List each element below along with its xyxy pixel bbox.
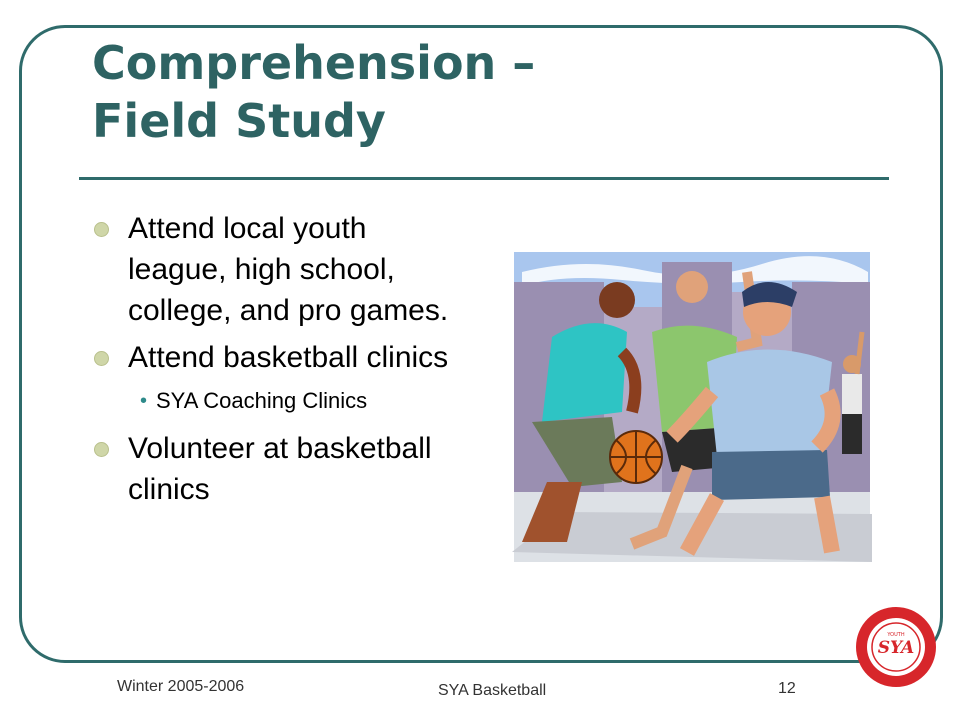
bullet-text: Attend basketball clinics xyxy=(128,341,449,374)
bullet-item xyxy=(90,428,470,510)
svg-text:SYA: SYA xyxy=(877,638,915,658)
bullet-dot-icon xyxy=(94,351,109,366)
sya-logo-seal xyxy=(855,606,937,688)
bullet-dot-icon xyxy=(94,442,109,457)
bullet-dot-icon xyxy=(94,222,109,237)
bullet-text: Volunteer at basketball clinics xyxy=(128,432,432,506)
sub-bullet-dot-icon: • xyxy=(140,390,148,412)
footer-title: SYA Basketball xyxy=(438,682,547,699)
svg-text:YOUTH: YOUTH xyxy=(887,632,905,638)
title-line-2: Field Study xyxy=(92,94,386,148)
footer-date: Winter 2005-2006 xyxy=(117,678,245,695)
bullet-item xyxy=(90,208,470,331)
title-line-1: Comprehension – xyxy=(92,36,536,90)
basketball-players-illustration xyxy=(512,252,872,562)
slide-title xyxy=(92,34,892,150)
title-divider xyxy=(79,177,889,180)
bullet-item xyxy=(90,337,470,378)
sub-bullet-text: SYA Coaching Clinics xyxy=(156,388,368,413)
slide-number: 12 xyxy=(778,680,796,697)
bullet-text: Attend local youth league, high school, college, and pro games. xyxy=(128,212,449,327)
bullet-list xyxy=(90,208,470,516)
sub-bullet-item xyxy=(90,386,470,416)
